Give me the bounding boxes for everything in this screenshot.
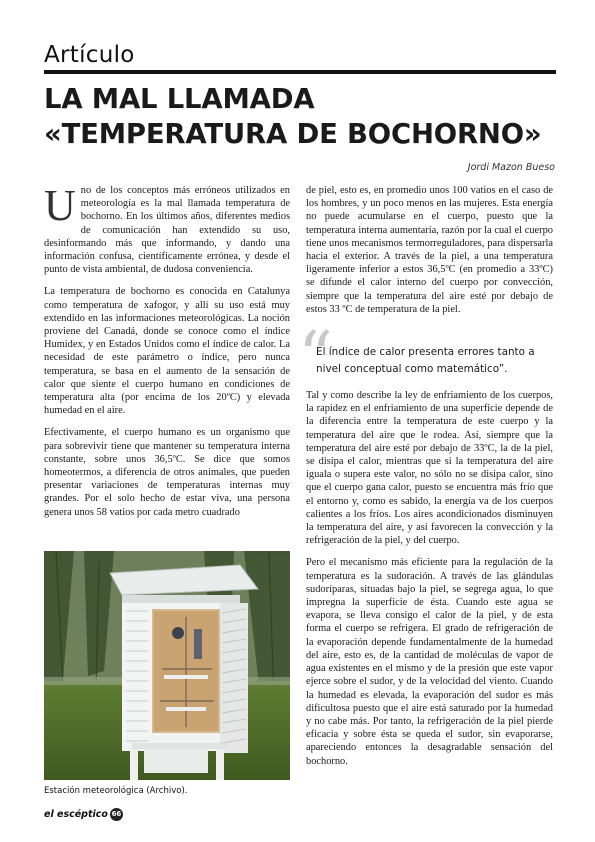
photo-caption: Estación meteorológica (Archivo). bbox=[44, 786, 188, 796]
pull-quote-text: El índice de calor presenta errores tanto a nivel conceptual como matemático”. bbox=[316, 346, 535, 375]
section-label: Artículo bbox=[44, 42, 135, 68]
headline-line-1: LA MAL LLAMADA bbox=[44, 83, 315, 115]
paragraph-2: La temperatura de bochorno es conocida en Catalunya como temperatura de xafogor, y allí su uso está muy extendido en las informaciones meteorológicas. La noción proviene del Canadá, donde se conoce como el índice Humidex, y en Estados Unidos como el índice de calor. La necesidad de este parámetro o índice, pero nunca temperatura, se basa en el aumento de la sensación de calor que siente el cuerpo humano en condiciones de temperatura alta (por encima de los 20ºC) y elevada humedad en el aire. bbox=[44, 286, 290, 417]
paragraph-5: Tal y como describe la ley de enfriamiento de los cuerpos, la rapidez en el enfriamiento de una superficie depende de la diferencia entre la temperatura de este cuerpo y la temperatura del aire que le rodea. Así, siempre que la temperatura del aire esté por debajo de 33ºC, la de la piel, se disipa el calor, mientras que si la temperatura del aire iguala o supera este valor, no sólo no se disipa calor, sino que el cuerpo gana calor, puesto se encuentra más frío que el entorno y, como es sabido, la energía va de los cuerpos calientes a los fríos. Los aires acondicionados disminuyen la temperatura del aire, y así favorecen la convección y la refrigeración de la piel, y del cuerpo. bbox=[306, 390, 553, 547]
article-headline bbox=[44, 82, 542, 152]
drop-cap: U bbox=[44, 181, 76, 230]
quote-mark-icon: “ bbox=[298, 318, 333, 397]
paragraph-1 bbox=[44, 181, 290, 276]
weather-station-illustration bbox=[44, 551, 290, 780]
paragraph-3: Efectivamente, el cuerpo humano es un organismo que para sobrevivir tiene que mantener su temperatura interna constante, sobre unos 36,5ºC. Se dice que somos homeotermos, a diferencia de otros animales, que pueden presentar variaciones de temperaturas internas muy grandes. Por el solo hecho de estar viva, una persona genera unos 58 vatios por cada metro cuadrado bbox=[44, 427, 290, 518]
headline-line-2: «TEMPERATURA DE BOCHORNO» bbox=[44, 118, 542, 150]
left-column bbox=[44, 181, 290, 528]
pull-quote bbox=[298, 318, 554, 397]
section-rule bbox=[44, 70, 556, 74]
paragraph-6: Pero el mecanismo más eficiente para la regulación de la temperatura es la sudoración. A través de las glándulas sudoríparas, situadas bajo la piel, se segrega agua, lo que impregna la superficie de ésta. Cuando este agua se evapora, se lleva consigo el calor de la piel, y de esta forma el cuerpo se refrigera. El grado de refrigeración de la evaporación depende fundamentalmente de la humedad del aire, esto es, de la cantidad de moléculas de vapor de agua existentes en el mismo y de la presión que este vapor ejerce sobre el sudor, y de la velocidad del viento. Cuando la humedad es elevada, la evaporación del sudor es más dificultosa puesto que el aire está saturado por la humedad y no cabe más. Por tanto, la refrigeración de la piel pierde eficacia y sobre ésta se queda el sudor, sin evaporarse, apareciendo entonces la desagradable sensación del bochorno. bbox=[306, 557, 553, 767]
footer-brand bbox=[44, 808, 123, 821]
page-number-badge: 66 bbox=[110, 808, 123, 821]
paragraph-1-text: no de los conceptos más erróneos utilizados en meteorología es la mal llamada temperatura de bochorno. En los últimos años, diferentes medios de comunicación han extendido su uso, desinformando más que informando, y dando una información confusa, científicamente errónea, y desde el punto de vista ambiental, de dudosa conveniencia. bbox=[44, 185, 290, 276]
weather-station-photo bbox=[44, 551, 290, 780]
paragraph-4: de piel, esto es, en promedio unos 100 vatios en el caso de los hombres, y un poco menos en las mujeres. Esta energía no puede acumularse en el cuerpo, puesto que la temperatura interna aumentaría, razón por la cual el cuerpo tiene unos mecanismos termorreguladores, para dispersarla hacia el exterior. A través de la piel, a una temperatura ligeramente inferior a estos 36,5ºC (en promedio a 33ºC) se difunde el calor interno del cuerpo por convección, siempre que la temperatura del aire esté por debajo de estos 33 ºC de temperatura de la piel. bbox=[306, 185, 553, 315]
right-column bbox=[306, 184, 553, 777]
magazine-name: el escéptico bbox=[44, 809, 108, 820]
author-byline: Jordi Mazon Bueso bbox=[467, 162, 555, 173]
